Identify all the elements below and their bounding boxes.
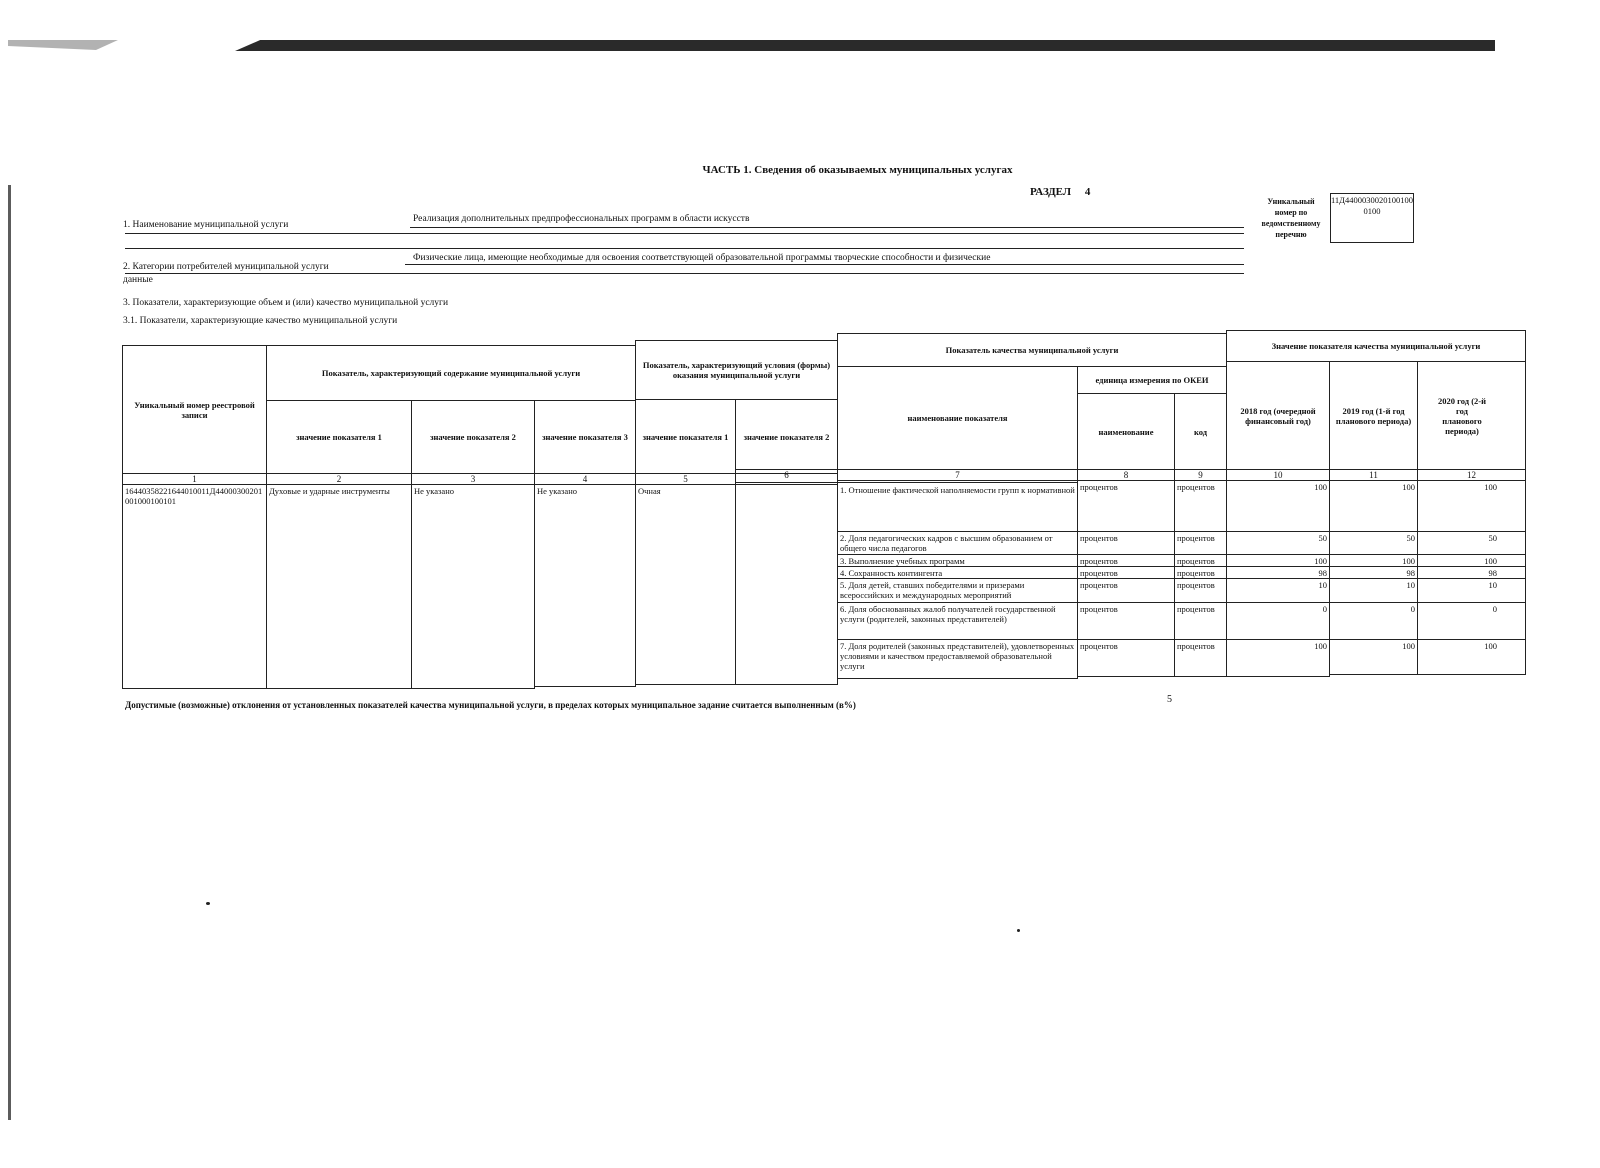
- indicator-unit-cell: процентов: [1077, 578, 1175, 603]
- header-okei-group: единица измерения по ОКЕИ: [1077, 366, 1227, 394]
- value-2018-cell: 100: [1226, 480, 1330, 532]
- indicator-code-cell: процентов: [1174, 602, 1227, 640]
- unique-number-box: 11Д44000300201001000100: [1330, 193, 1414, 243]
- column-number: 10: [1226, 469, 1330, 481]
- content-2-cell: Не указано: [411, 484, 535, 689]
- value-2018-cell: 100: [1226, 554, 1330, 567]
- tolerance-value: 5: [1167, 694, 1172, 705]
- tolerance-note: Допустимые (возможные) отклонения от установленных показателей качества муниципальной услуги, в пределах которых муниципальное задание считается выполненным (в%): [125, 700, 856, 710]
- cond-1-cell: Очная: [635, 484, 736, 685]
- value-2018-cell: 98: [1226, 566, 1330, 579]
- header-quality-group: Показатель качества муниципальной услуги: [837, 333, 1227, 367]
- header-indicator-name: наименование показателя: [837, 366, 1078, 470]
- header-okei-name: наименование: [1077, 393, 1175, 470]
- document-title: ЧАСТЬ 1. Сведения об оказываемых муниципальных услугах: [702, 164, 1013, 176]
- consumers-value: Физические лица, имеющие необходимые для освоения соответствующей образовательной программы творческие способности и физические: [413, 253, 991, 263]
- value-2020-cell: 98: [1417, 566, 1526, 579]
- header-cond-2: значение показателя 2: [735, 399, 838, 474]
- header-year-2018: 2018 год (очередной финансовый год): [1226, 361, 1330, 470]
- value-2020-cell: 0: [1417, 602, 1526, 640]
- column-number: 3: [411, 473, 535, 485]
- header-year-2019: 2019 год (1-й год планового периода): [1329, 361, 1418, 470]
- value-2018-cell: 100: [1226, 639, 1330, 677]
- column-number: 8: [1077, 469, 1175, 481]
- indicator-unit-cell: процентов: [1077, 554, 1175, 567]
- indicator-name-cell: 1. Отношение фактической наполняемости групп к нормативной: [837, 480, 1078, 532]
- header-content-group: Показатель, характеризующий содержание муниципальной услуги: [266, 345, 636, 401]
- indicator-unit-cell: процентов: [1077, 566, 1175, 579]
- indicator-unit-cell: процентов: [1077, 602, 1175, 640]
- indicator-code-cell: процентов: [1174, 639, 1227, 677]
- indicator-name-cell: 2. Доля педагогических кадров с высшим образованием от общего числа педагогов: [837, 531, 1078, 555]
- column-number: 7: [837, 469, 1078, 483]
- indicator-code-cell: процентов: [1174, 578, 1227, 603]
- consumers-label: 2. Категории потребителей муниципальной услуги: [123, 262, 329, 272]
- value-2020-cell: 100: [1417, 554, 1526, 567]
- header-content-2: значение показателя 2: [411, 400, 535, 474]
- indicator-unit-cell: процентов: [1077, 480, 1175, 532]
- value-2019-cell: 50: [1329, 531, 1418, 555]
- value-2019-cell: 100: [1329, 480, 1418, 532]
- column-number: 11: [1329, 469, 1418, 481]
- column-number: 6: [735, 469, 838, 485]
- value-2018-cell: 10: [1226, 578, 1330, 603]
- header-content-3: значение показателя 3: [534, 400, 636, 474]
- indicator-code-cell: процентов: [1174, 531, 1227, 555]
- indicator-code-cell: процентов: [1174, 566, 1227, 579]
- indicator-name-cell: 3. Выполнение учебных программ: [837, 554, 1078, 567]
- indicator-name-cell: 7. Доля родителей (законных представителей), удовлетворенных условиями и качеством предоставляемой образовательной услуги: [837, 639, 1078, 679]
- indicator-name-cell: 6. Доля обоснованных жалоб получателей государственной услуги (родителей, законных представителей): [837, 602, 1078, 640]
- service-name-value: Реализация дополнительных предпрофессиональных программ в области искусств: [413, 214, 750, 224]
- column-number: 2: [266, 473, 412, 485]
- value-2018-cell: 0: [1226, 602, 1330, 640]
- header-cond-1: значение показателя 1: [635, 399, 736, 474]
- header-value-group: Значение показателя качества муниципальной услуги: [1226, 330, 1526, 362]
- value-2020-cell: 100: [1417, 480, 1526, 532]
- value-2020-cell: 100: [1417, 639, 1526, 675]
- section-number: РАЗДЕЛ 4: [1030, 186, 1091, 198]
- unique-number-label: Уникальный номер по ведомственному перечню: [1261, 197, 1321, 239]
- value-2019-cell: 100: [1329, 639, 1418, 675]
- value-2020-cell: 50: [1417, 531, 1526, 555]
- value-2019-cell: 98: [1329, 566, 1418, 579]
- indicator-unit-cell: процентов: [1077, 531, 1175, 555]
- service-name-label: 1. Наименование муниципальной услуги: [123, 220, 289, 230]
- column-number: 4: [534, 473, 636, 485]
- indicator-code-cell: процентов: [1174, 554, 1227, 567]
- indicator-code-cell: процентов: [1174, 480, 1227, 532]
- value-2020-cell: 10: [1417, 578, 1526, 603]
- header-okei-code: код: [1174, 393, 1227, 470]
- column-number: 9: [1174, 469, 1227, 481]
- content-1-cell: Духовые и ударные инструменты: [266, 484, 412, 689]
- header-registry: Уникальный номер реестровой записи: [122, 345, 267, 474]
- header-content-1: значение показателя 1: [266, 400, 412, 474]
- cond-2-cell: [735, 482, 838, 685]
- indicator-name-cell: 5. Доля детей, ставших победителями и призерами всероссийских и международных мероприятий: [837, 578, 1078, 603]
- column-number: 12: [1417, 469, 1526, 481]
- column-number: 5: [635, 473, 736, 485]
- value-2019-cell: 10: [1329, 578, 1418, 603]
- value-2019-cell: 0: [1329, 602, 1418, 640]
- header-year-2020: 2020 год (2-й год планового периода): [1417, 361, 1526, 470]
- value-2018-cell: 50: [1226, 531, 1330, 555]
- section-3-heading: 3. Показатели, характеризующие объем и (или) качество муниципальной услуги: [123, 298, 449, 308]
- indicator-name-cell: 4. Сохранность контингента: [837, 566, 1078, 579]
- consumers-continuation: данные: [123, 275, 153, 285]
- header-conditions-group: Показатель, характеризующий условия (формы) оказания муниципальной услуги: [635, 340, 838, 400]
- section-3-1-heading: 3.1. Показатели, характеризующие качество муниципальной услуги: [123, 316, 398, 326]
- column-number: 1: [122, 473, 267, 485]
- content-3-cell: Не указано: [534, 484, 636, 687]
- registry-number-cell: 16440358221644010011Д44000300201001000100101: [122, 484, 267, 689]
- value-2019-cell: 100: [1329, 554, 1418, 567]
- indicator-unit-cell: процентов: [1077, 639, 1175, 677]
